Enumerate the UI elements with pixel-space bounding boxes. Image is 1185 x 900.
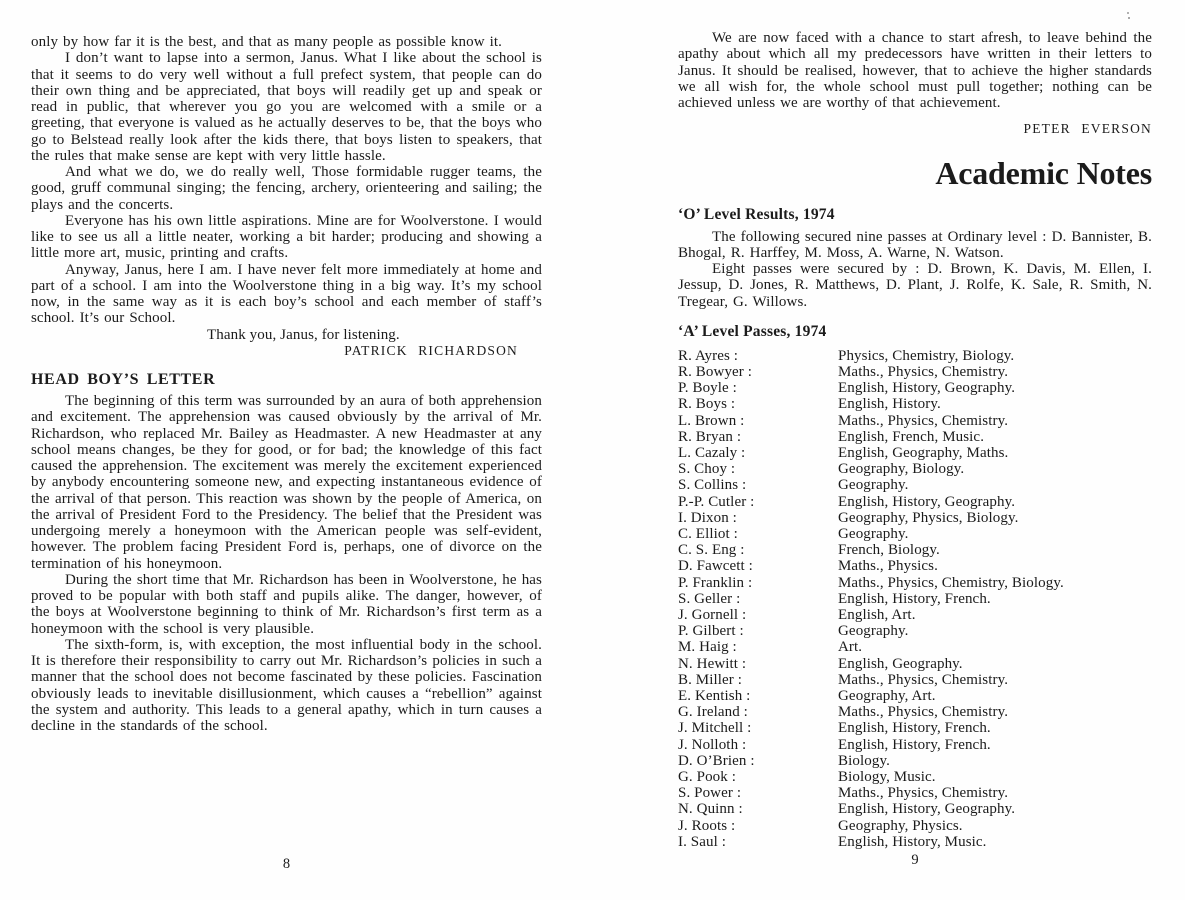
student-name: S. Power : [678, 785, 742, 802]
student-subjects: Maths., Physics, Chemistry. [838, 363, 1009, 380]
student-subjects: Maths., Physics, Chemistry, Biology. [838, 574, 1064, 591]
a-level-row [678, 396, 1152, 412]
student-subjects: Maths., Physics, Chemistry. [838, 785, 1009, 802]
a-level-row [678, 445, 1152, 461]
student-name: N. Quinn : [678, 801, 743, 818]
student-subjects: Geography. [838, 525, 909, 542]
student-name: D. O’Brien : [678, 752, 755, 769]
a-level-row [678, 639, 1152, 655]
student-subjects: English, History, French. [838, 736, 991, 753]
paragraph: The sixth-form, is, with exception, the most influential body in the school. It is therefore their responsibility to carry out Mr. Richardson’s policies in such a manner that the school does not become fascinated by these policies. Fascination obviously leads to inevitable disillusionment, which causes a “rebellion” against the system and authority. This leads to a general apathy, which in turn causes a decline in the standards of the school. [31, 636, 542, 734]
student-name: J. Gornell : [678, 607, 747, 623]
a-level-row [678, 477, 1152, 493]
signature-patrick-richardson: PATRICK RICHARDSON [344, 342, 518, 358]
a-level-row [678, 494, 1152, 510]
student-subjects: English, Art. [838, 607, 916, 623]
a-level-row [678, 623, 1152, 639]
academic-notes-title: Academic Notes [935, 154, 1152, 191]
a-level-passes-heading: ‘A’ Level Passes, 1974 [678, 322, 827, 340]
student-subjects: Art. [838, 639, 863, 656]
student-name: P. Boyle : [678, 380, 737, 397]
student-subjects: Geography, Physics. [838, 817, 963, 834]
student-name: S. Geller : [678, 590, 741, 607]
student-name: D. Fawcett : [678, 558, 753, 575]
student-name: C. S. Eng : [678, 542, 745, 559]
a-level-row [678, 737, 1152, 753]
student-subjects: Geography. [838, 477, 909, 494]
student-subjects: Biology, Music. [838, 769, 936, 786]
paragraph: We are now faced with a chance to start afresh, to leave behind the apathy about which all my predecessors have written in their letters to Janus. It should be realised, however, that to achieve the higher standards we all wish for, the whole school must pull together; nothing can be achieved unless we are worthy of that achievement. [678, 30, 1152, 111]
student-subjects: English, French, Music. [838, 428, 985, 445]
student-name: I. Saul : [678, 833, 726, 850]
student-name: R. Ayres : [678, 347, 739, 364]
a-level-row [678, 769, 1152, 785]
a-level-row [678, 607, 1152, 623]
page-number-left: 8 [282, 856, 291, 872]
paragraph: Eight passes were secured by : D. Brown, K. Davis, M. Ellen, I. Jessup, D. Jones, R. Matthews, D. Plant, J. Rolfe, K. Sale, R. Smith, N. Tregear, G. Willows. [678, 261, 1152, 310]
a-level-row [678, 672, 1152, 688]
paragraph: And what we do, we do really well, Those formidable rugger teams, the good, gruff communal singing; the fencing, archery, orienteering and sailing; the plays and the concerts. [31, 164, 542, 213]
student-name: P. Gilbert : [678, 623, 744, 640]
student-name: J. Mitchell : [678, 720, 752, 737]
o-level-results-heading: ‘O’ Level Results, 1974 [678, 205, 835, 223]
a-level-row [678, 785, 1152, 801]
student-subjects: Maths., Physics, Chemistry. [838, 704, 1009, 721]
a-level-row [678, 591, 1152, 607]
a-level-row [678, 526, 1152, 542]
paragraph: only by how far it is the best, and that as many people as possible know it. [31, 34, 502, 50]
student-name: I. Dixon : [678, 509, 737, 526]
student-subjects: English, History, Geography. [838, 380, 1016, 397]
student-name: J. Nolloth : [678, 736, 747, 753]
paragraph: Everyone has his own little aspirations. Mine are for Woolverstone. I would like to see us all a little neater, working a bit harder; producing and showing a little more art, music, printing and crafts. [31, 212, 542, 262]
a-level-row [678, 348, 1152, 364]
student-subjects: English, Geography, Maths. [838, 444, 1009, 461]
a-level-row [678, 720, 1152, 736]
a-level-row [678, 704, 1152, 720]
page-right [678, 30, 1152, 880]
paragraph: The following secured nine passes at Ordinary level : D. Bannister, B. Bhogal, R. Harffey, M. Moss, A. Warne, N. Watson. [678, 228, 1152, 261]
paragraph: The beginning of this term was surrounded by an aura of both apprehension and excitement. The apprehension was caused obviously by the arrival of Mr. Richardson, who replaced Mr. Bailey as Headmaster. A new Headmaster at any school means changes, be they for good, or for bad; the knowledge of this fact caused the apprehension. The excitement was merely the excitement experienced by anybody encountering someone new, and expecting instantaneous evidence of the arrival of that person. This reaction was shown by the people of America, on the arrival of President Ford to the Presidency. The belief that the President was undergoing merely a honeymoon with the American people was self-evident, however. The problem facing President Ford is, perhaps, one of divorce on the termination of his honeymoon. [31, 393, 542, 572]
student-name: R. Boys : [678, 396, 736, 413]
student-name: S. Choy : [678, 461, 736, 478]
a-level-row [678, 834, 1152, 850]
page-number-right: 9 [911, 852, 919, 868]
student-subjects: Physics, Chemistry, Biology. [838, 347, 1015, 364]
student-name: J. Roots : [678, 817, 736, 834]
a-level-row [678, 429, 1152, 445]
student-name: R. Bowyer : [678, 363, 753, 380]
scan-speck [1127, 12, 1129, 14]
student-name: L. Brown : [678, 412, 745, 429]
student-name: P.-P. Cutler : [678, 493, 755, 510]
student-subjects: English, Geography. [838, 655, 963, 672]
thank-you-line: Thank you, Janus, for listening. [207, 326, 400, 343]
a-level-row [678, 656, 1152, 672]
student-name: B. Miller : [678, 671, 743, 688]
student-name: R. Bryan : [678, 428, 742, 445]
a-level-row [678, 461, 1152, 477]
student-subjects: Geography, Physics, Biology. [838, 509, 1019, 526]
paragraph: During the short time that Mr. Richardson has been in Woolverstone, he has proved to be popular with both staff and pupils alike. The danger, however, of the boys at Woolverstone beginning to think of Mr. Richardson’s first term as a honeymoon with the school is very plausible. [31, 571, 542, 637]
a-level-row [678, 688, 1152, 704]
paragraph: I don’t want to lapse into a sermon, Janus. What I like about the school is that it seems to do very well without a full prefect system, that people can do their own thing and be appreciated, that boys will readily get up and speak or read in public, that wherever you go you are welcomed with a smile or a greeting, that everyone is valued as he actually deserves to be, that the boys who go to Belstead really look after the kids there, that boys listen to speakers, that the rules that make sense are kept with very little hassle. [31, 50, 542, 164]
student-subjects: English, History, Music. [838, 833, 987, 850]
student-subjects: Maths., Physics, Chemistry. [838, 412, 1009, 429]
student-name: E. Kentish : [678, 688, 751, 705]
a-level-row [678, 818, 1152, 834]
signature-peter-everson: PETER EVERSON [1023, 121, 1152, 137]
student-subjects: Geography. [838, 623, 909, 640]
a-level-row [678, 413, 1152, 429]
student-subjects: Geography, Art. [838, 688, 936, 705]
student-subjects: Biology. [838, 752, 890, 769]
a-level-row [678, 558, 1152, 574]
student-subjects: French, Biology. [838, 542, 940, 559]
a-level-row [678, 801, 1152, 817]
a-level-row [678, 510, 1152, 526]
student-name: S. Collins : [678, 477, 747, 494]
student-name: M. Haig : [678, 639, 737, 656]
student-name: G. Pook : [678, 769, 736, 786]
student-subjects: English, History, Geography. [838, 493, 1016, 510]
a-level-row [678, 364, 1152, 380]
student-name: C. Elliot : [678, 525, 738, 542]
student-subjects: Geography, Biology. [838, 461, 965, 478]
student-name: P. Franklin : [678, 574, 753, 591]
student-name: G. Ireland : [678, 704, 748, 721]
student-subjects: Maths., Physics, Chemistry. [838, 671, 1009, 688]
a-level-row [678, 575, 1152, 591]
student-subjects: Maths., Physics. [838, 558, 938, 575]
head-boys-letter-heading: HEAD BOY’S LETTER [31, 371, 216, 388]
a-level-row [678, 753, 1152, 769]
student-subjects: English, History, Geography. [838, 801, 1016, 818]
student-name: N. Hewitt : [678, 655, 747, 672]
student-name: L. Cazaly : [678, 444, 746, 461]
a-level-row [678, 380, 1152, 396]
page-left [31, 34, 542, 884]
student-subjects: English, History. [838, 396, 941, 413]
paragraph: Anyway, Janus, here I am. I have never felt more immediately at home and part of a school. I am into the Woolverstone thing in a big way. It’s my school now, in the same way as it is each boy’s school and each member of staff’s school. It’s our School. [31, 261, 542, 327]
a-level-row [678, 542, 1152, 558]
student-subjects: English, History, French. [838, 590, 991, 607]
a-level-list [678, 348, 1152, 850]
student-subjects: English, History, French. [838, 720, 991, 737]
